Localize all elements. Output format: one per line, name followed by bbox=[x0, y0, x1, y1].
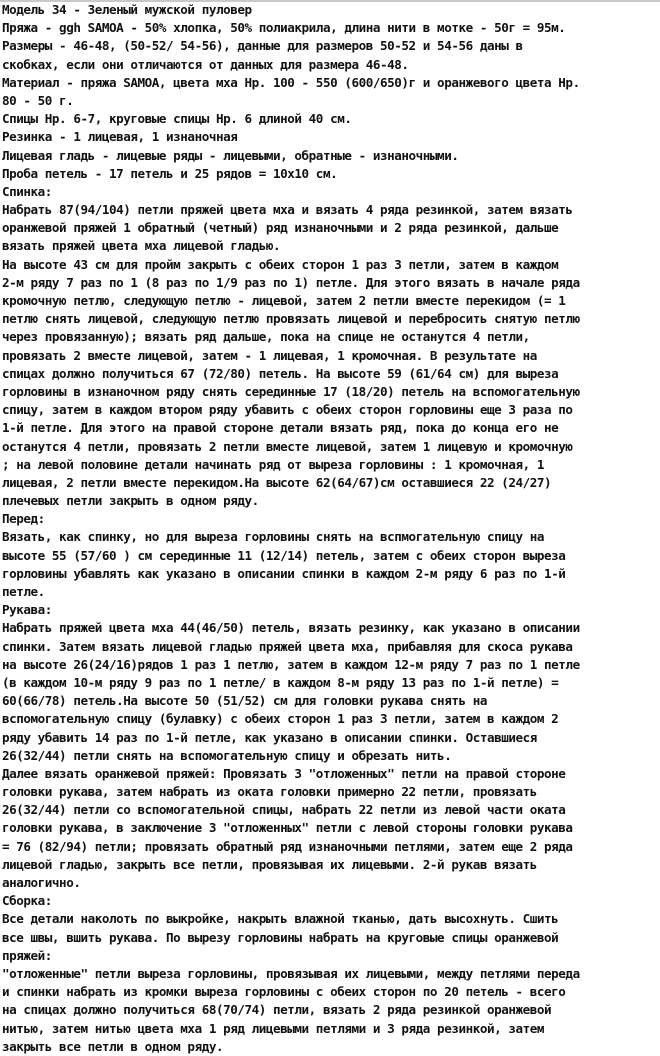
text-line: пряжей: bbox=[2, 947, 52, 963]
text-line: петле. bbox=[2, 584, 45, 599]
text-line: оранжевой пряжей 1 обратный (четный) ряд изнаночными и 2 ряда резинкой, дальше bbox=[2, 220, 559, 236]
text-line: на высоте 26(24/16)рядов 1 раз 1 петлю, затем в каждом 12-м ряду 7 раз по 1 петле bbox=[2, 656, 580, 672]
text-line: головки рукава, затем набрать из оката головки примерно 22 петли, провязать bbox=[2, 784, 537, 800]
text-line: останутся 4 петли, провязать 2 петли вместе лицевой, затем 1 лицевую и кромочную bbox=[2, 438, 573, 454]
text-line: через провязанную); вязать ряд дальше, пока на спице не останутся 4 петли, bbox=[2, 329, 530, 345]
section-heading: Рукава: bbox=[2, 602, 52, 618]
text-line: 1-й петле. Для этого на правой стороне детали вязать ряд, пока до конца его не bbox=[2, 420, 559, 436]
knitting-pattern-document bbox=[2, 1, 660, 1056]
text-line: головки рукава, в заключение 3 "отложенных" петли с левой стороны головки рукава bbox=[2, 820, 573, 836]
text-line: закрыть все петли в одном ряду. bbox=[2, 1038, 224, 1054]
text-line: аналогично. bbox=[2, 875, 81, 890]
text-line: петлю снять лицевой, следующую петлю провязать лицевой и перебросить снятую петлю bbox=[2, 311, 580, 327]
text-line: Далее вязать оранжевой пряжей: Провязать 3 "отложенных" петли на правой стороне bbox=[2, 765, 566, 781]
text-line: скобках, если они отличаются от данных для размера 46-48. bbox=[2, 56, 409, 72]
text-line: 80 - 50 г. bbox=[2, 92, 74, 108]
text-line: высоте 55 (57/60 ) см серединные 11 (12/14) петель, затем с обеих сторон выреза bbox=[2, 547, 566, 563]
text-line: вспомогательную спицу (булавку) с обеих сторон 1 раз 3 петли, затем в каждом 2 bbox=[2, 711, 559, 727]
text-line: 2-м ряду 7 раз по 1 (8 раз по 1/9 раз по 1) петле. Для этого вязать в начале ряда bbox=[2, 274, 580, 290]
text-line: = 76 (82/94) петли; провязать обратный ряд изнаночными петлями, затем еще 2 ряда bbox=[2, 838, 573, 854]
text-line: и спинки набрать из кромки выреза горловины с обеих сторон по 20 петель - всего bbox=[2, 984, 566, 1000]
text-line: Все детали наколоть по выкройке, накрыть влажной тканью, дать высохнуть. Сшить bbox=[2, 911, 559, 927]
text-line: Спицы Нр. 6-7, круговые спицы Нр. 6 длиной 40 см. bbox=[2, 111, 352, 127]
text-line: спицах должно получиться 67 (72/80) петель. На высоте 59 (61/64 см) для выреза bbox=[2, 365, 559, 381]
text-line: ; на левой половине детали начинать ряд от выреза горловины : 1 кромочная, 1 bbox=[2, 456, 545, 472]
text-line: Набрать пряжей цвета мха 44(46/50) петель, вязать резинку, как указано в описании bbox=[2, 620, 580, 636]
text-line: спинки. Затем вязать лицевой гладью пряжей цвета мха, прибавляя для скоса рукава bbox=[2, 638, 573, 654]
text-line: 26(32/44) петли снять на вспомогательную спицу и обрезать нить. bbox=[2, 747, 452, 763]
text-line: провязать 2 вместе лицевой, затем - 1 лицевая, 1 кромочная. В результате на bbox=[2, 347, 537, 363]
text-line: Пряжа - ggh SAMOA - 50% хлопка, 50% полиакрила, длина нити в мотке - 50г = 95м. bbox=[2, 20, 566, 36]
text-line: Материал - пряжа SAMOA, цвета мха Нр. 100 - 550 (600/650)г и оранжевого цвета Нр. bbox=[2, 74, 580, 90]
section-heading: Спинка: bbox=[2, 183, 52, 199]
text-line: лицевая, 2 петли вместе перекидом.На высоте 62(64/67)см оставшиеся 22 (24/27) bbox=[2, 474, 552, 490]
text-line: все швы, вшить рукава. По вырезу горловины набрать на круговые спицы оранжевой bbox=[2, 929, 559, 945]
text-line: лицевой гладью, закрыть все петли, провязывая их лицевыми. 2-й рукав вязать bbox=[2, 856, 537, 872]
section-heading: Сборка: bbox=[2, 893, 52, 909]
text-line: спицу, затем в каждом втором ряду убавить с обеих сторон горловины еще 3 раза по bbox=[2, 402, 573, 418]
text-line: Лицевая гладь - лицевые ряды - лицевыми, обратные - изнаночными. bbox=[2, 147, 459, 163]
text-line: Резинка - 1 лицевая, 1 изнаночная bbox=[2, 129, 238, 145]
text-line: горловины в изнаночном ряду снять серединные 17 (18/20) петель на вспомогательную bbox=[2, 383, 580, 399]
text-line: кромочную петлю, следующую петлю - лицевой, затем 2 петли вместе перекидом (= 1 bbox=[2, 293, 566, 308]
text-line: 60(66/78) петель.На высоте 50 (51/52) см для головки рукава снять на bbox=[2, 693, 487, 709]
text-line: ряду убавить 14 раз по 1-й петле, как указано в описании спинки. Оставшиеся bbox=[2, 729, 537, 745]
text-line: горловины убавлять как указано в описании спинки в каждом 2-м ряду 6 раз по 1-й bbox=[2, 565, 566, 581]
text-line: нитью, затем нитью цвета мха 1 ряд лицевыми петлями и 3 ряда резинкой, затем bbox=[2, 1020, 545, 1036]
text-line: Проба петель - 17 петель и 25 рядов = 10x10 см. bbox=[2, 165, 338, 181]
text-line: На высоте 43 см для пройм закрыть с обеих сторон 1 раз 3 петли, затем в каждом bbox=[2, 256, 559, 272]
text-line: 26(32/44) петли со вспомогательной спицы, набрать 22 петли из левой части оката bbox=[2, 802, 566, 818]
document-title: Модель 34 - Зеленый мужской пуловер bbox=[2, 2, 252, 17]
text-line: вязать пряжей цвета мха лицевой гладью. bbox=[2, 238, 281, 254]
section-heading: Перед: bbox=[2, 511, 45, 527]
text-line: плечевых петли закрыть в одном ряду. bbox=[2, 493, 259, 509]
text-line: Размеры - 46-48, (50-52/ 54-56), данные для размеров 50-52 и 54-56 даны в bbox=[2, 38, 523, 54]
text-line: на спицах должно получиться 68(70/74) петли, вязать 2 ряда резинкой оранжевой bbox=[2, 1002, 552, 1018]
text-line: "отложенные" петли выреза горловины, провязывая их лицевыми, между петлями переда bbox=[2, 965, 580, 981]
text-line: (в каждом 10-м ряду 9 раз по 1 петле/ в каждом 8-м ряду 13 раз по 1-й петле) = bbox=[2, 674, 559, 690]
text-line: Набрать 87(94/104) петли пряжей цвета мха и вязать 4 ряда резинкой, затем вязать bbox=[2, 202, 573, 218]
text-line: Вязать, как спинку, но для выреза горловины снять на вспмогательную спицу на bbox=[2, 529, 545, 545]
